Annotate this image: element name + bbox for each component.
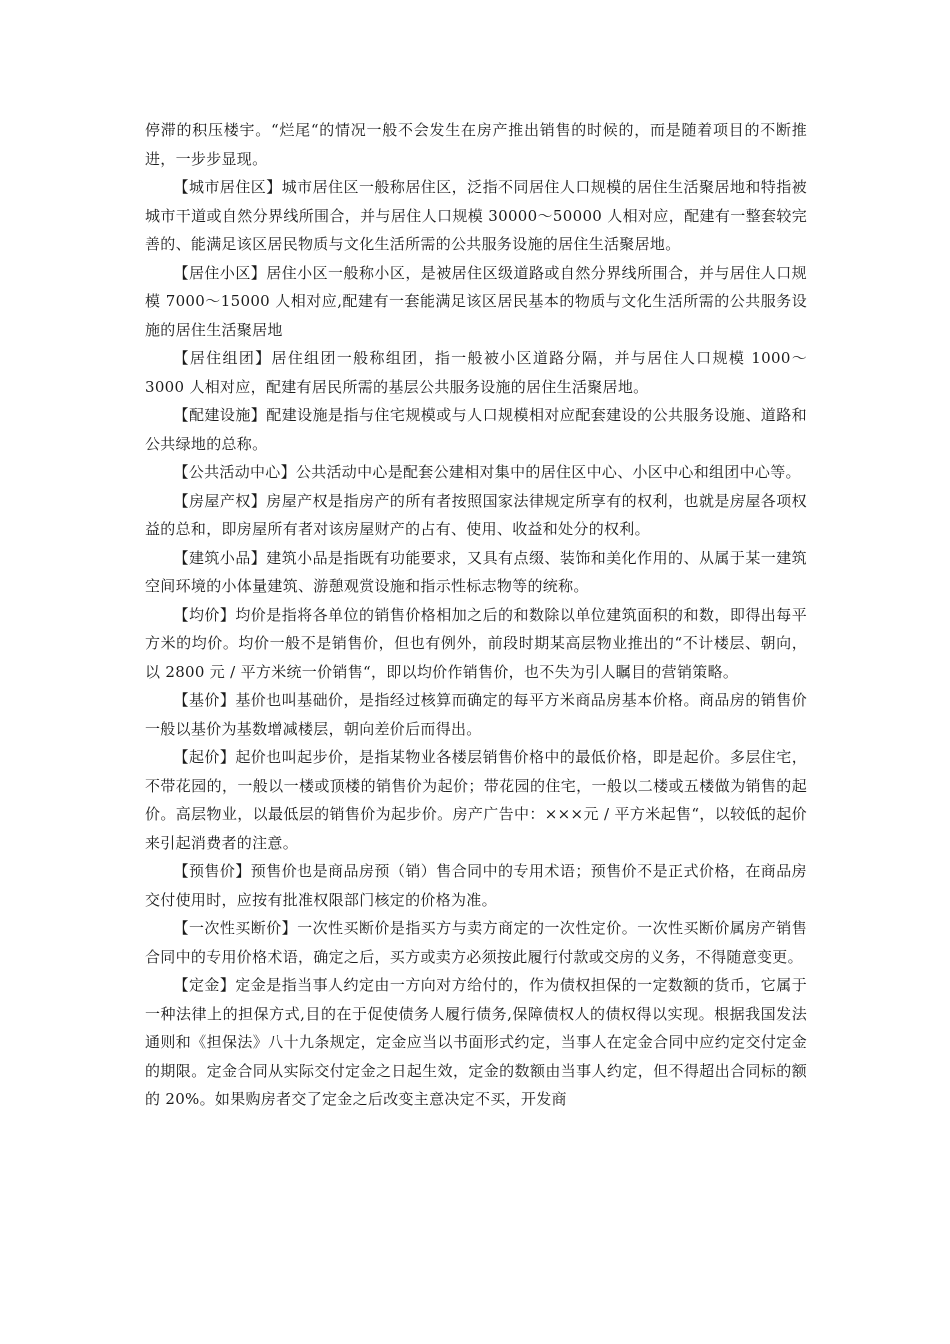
paragraph-one-time-buyout-price: [145, 914, 807, 971]
paragraph-text: 居住组团一般称组团，指一般被小区道路分隔，并与居住人口规模 1000～3000 人相对应，配建有居民所需的基层公共服务设施的居住生活聚居地。: [145, 349, 807, 396]
term-label: 【居住小区】: [173, 263, 267, 282]
paragraph-public-activity-center: [145, 458, 807, 487]
paragraph-text: 停滞的积压楼宇。“烂尾“的情况一般不会发生在房产推出销售的时候的，而是随着项目的不断推进，一步步显现。: [145, 121, 807, 168]
paragraph-supporting-facilities: [145, 401, 807, 458]
paragraph-architectural-sketch: [145, 544, 807, 601]
paragraph-urban-residential-area: [145, 173, 807, 259]
paragraph-text: 均价是指将各单位的销售价格相加之后的和数除以单位建筑面积的和数，即得出每平方米的均价。均价一般不是销售价，但也有例外，前段时期某高层物业推出的“不计楼层、朝向，以 2800 元 / 平方米统一价销售“，即以均价作销售价，也不失为引人瞩目的营销策略。: [145, 605, 808, 681]
paragraph-property-rights: [145, 487, 807, 544]
term-label: 【配建设施】: [173, 406, 267, 424]
term-label: 【基价】: [173, 691, 236, 709]
term-label: 【预售价】: [173, 862, 251, 880]
paragraph-text: 起价也叫起步价，是指某物业各楼层销售价格中的最低价格，即是起价。多层住宅，不带花园的，一般以一楼或顶楼的销售价为起价；带花园的住宅，一般以二楼或五楼做为销售的起价。高层物业，以最低层的销售价为起步价。房产广告中：×××元 / 平方米起售“，以较低的起价来引起消费者的注意。: [145, 748, 808, 852]
paragraph-text: 居住小区一般称小区，是被居住区级道路或自然分界线所围合，并与居住人口规模 7000～15000 人相对应,配建有一套能满足该区居民基本的物质与文化生活所需的公共服务设施的居住生活聚居地: [145, 263, 807, 339]
paragraph-average-price: [145, 601, 807, 687]
paragraph-base-price: [145, 686, 807, 743]
paragraph-text: 城市居住区一般称居住区，泛指不同居住人口规模的居住生活聚居地和特指被城市干道或自然分界线所围合，并与居住人口规模 30000～50000 人相对应，配建有一整套较完善的、能满足该区居民物质与文化生活所需的公共服务设施的居住生活聚居地。: [145, 178, 807, 253]
term-label: 【建筑小品】: [173, 548, 267, 567]
paragraph-presale-price: [145, 857, 807, 914]
document-body: [145, 116, 807, 1114]
paragraph-text: 公共活动中心是配套公建相对集中的居住区中心、小区中心和组团中心等。: [295, 463, 801, 481]
paragraph-text: 一次性买断价是指买方与卖方商定的一次性定价。一次性买断价属房产销售合同中的专用价格术语，确定之后，买方或卖方必须按此履行付款或交房的义务，不得随意变更。: [145, 919, 807, 966]
paragraph-text: 基价也叫基础价，是指经过核算而确定的每平方米商品房基本价格。商品房的销售价一般以基价为基数增减楼层，朝向差价后而得出。: [145, 691, 808, 738]
paragraph-text: 配建设施是指与住宅规模或与人口规模相对应配套建设的公共服务设施、道路和公共绿地的总称。: [145, 406, 807, 453]
term-label: 【一次性买断价】: [173, 919, 298, 937]
term-label: 【均价】: [173, 605, 236, 624]
term-label: 【定金】: [173, 976, 236, 994]
paragraph-text: 建筑小品是指既有功能要求，又具有点缀、装饰和美化作用的、从属于某一建筑空间环境的小体量建筑、游憩观赏设施和指示性标志物等的统称。: [145, 548, 807, 595]
term-label: 【城市居住区】: [173, 178, 282, 196]
paragraph-text: 预售价也是商品房预（销）售合同中的专用术语；预售价不是正式价格，在商品房交付使用时，应按有批准权限部门核定的价格为准。: [145, 862, 807, 909]
term-label: 【房屋产权】: [173, 491, 267, 510]
term-label: 【起价】: [173, 748, 236, 766]
term-label: 【居住组团】: [173, 349, 272, 367]
paragraph-residential-cluster: [145, 344, 807, 401]
paragraph-continuation: [145, 116, 807, 173]
paragraph-text: 房屋产权是指房产的所有者按照国家法律规定所享有的权利，也就是房屋各项权益的总和，即房屋所有者对该房屋财产的占有、使用、收益和处分的权利。: [145, 491, 807, 538]
paragraph-text: 定金是指当事人约定由一方向对方给付的，作为债权担保的一定数额的货币，它属于一种法律上的担保方式,目的在于促使债务人履行债务,保障债权人的债权得以实现。根据我国发法通则和《担保法》八十九条规定，定金应当以书面形式约定，当事人在定金合同中应约定交付定金的期限。定金合同从实际交付定金之日起生效，定金的数额由当事人约定，但不得超出合同标的额的 20%。如果购房者交了定金之后改变主意决定不买，开发商: [145, 976, 808, 1108]
paragraph-starting-price: [145, 743, 807, 857]
paragraph-deposit: [145, 971, 807, 1114]
term-label: 【公共活动中心】: [173, 463, 296, 481]
paragraph-residential-district: [145, 259, 807, 345]
